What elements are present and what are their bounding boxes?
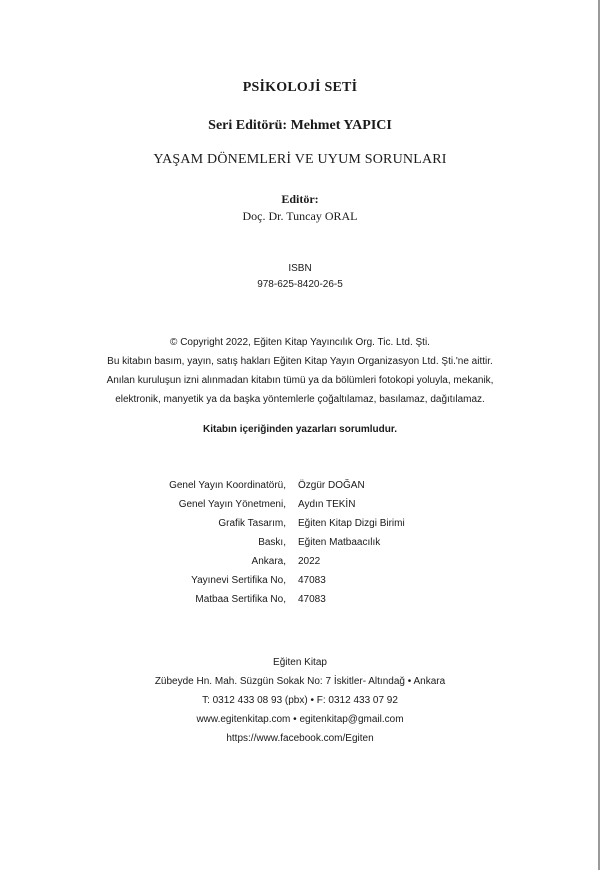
credit-value: Özgür DOĞAN (298, 480, 365, 491)
copyright-line: elektronik, manyetik ya da başka yöntemlerle çoğaltılamaz, basılamaz, dağıtılamaz. (115, 394, 485, 405)
editor-name: Doç. Dr. Tuncay ORAL (242, 209, 358, 223)
publisher-phone: T: 0312 433 08 93 (pbx) • F: 0312 433 07 92 (202, 695, 398, 706)
isbn-label: ISBN (288, 263, 312, 274)
credit-label: Grafik Tasarım, (218, 518, 286, 529)
credit-label: Baskı, (258, 537, 286, 548)
credit-label: Yayınevi Sertifika No, (191, 575, 286, 586)
credit-label: Matbaa Sertifika No, (195, 594, 286, 605)
book-title: YAŞAM DÖNEMLERİ VE UYUM SORUNLARI (153, 152, 447, 167)
credit-row (0, 514, 600, 533)
editor-label: Editör: (281, 192, 319, 206)
credit-row (0, 571, 600, 590)
credit-row (0, 590, 600, 609)
copyright-line: Anılan kuruluşun izni alınmadan kitabın tümü ya da bölümleri fotokopi yoluyla, mekanik, (106, 375, 494, 386)
credits-table (0, 476, 600, 609)
credit-label: Genel Yayın Yönetmeni, (178, 499, 286, 510)
copyright-line: © Copyright 2022, Eğiten Kitap Yayıncılık Org. Tic. Ltd. Şti. (170, 337, 430, 348)
copyright-notice (0, 333, 600, 409)
credit-row (0, 495, 600, 514)
publisher-info (0, 653, 600, 748)
publisher-name: Eğiten Kitap (273, 657, 327, 668)
isbn-number: 978-625-8420-26-5 (257, 279, 343, 290)
credit-value: 2022 (298, 556, 321, 567)
credit-row (0, 552, 600, 571)
credit-value: 47083 (298, 594, 326, 605)
copyright-line: Bu kitabın basım, yayın, satış hakları Eğiten Kitap Yayın Organizasyon Ltd. Şti.'ne aittir. (107, 356, 493, 367)
credit-value: Eğiten Kitap Dizgi Birimi (298, 518, 405, 529)
credit-label: Ankara, (251, 556, 286, 567)
credit-label: Genel Yayın Koordinatörü, (169, 480, 286, 491)
credit-value: 47083 (298, 575, 326, 586)
credit-row (0, 533, 600, 552)
credit-row (0, 476, 600, 495)
publisher-address: Zübeyde Hn. Mah. Süzgün Sokak No: 7 İskitler- Altındağ • Ankara (154, 676, 446, 687)
publisher-facebook: https://www.facebook.com/Egiten (226, 733, 374, 744)
series-editor: Seri Editörü: Mehmet YAPICI (208, 118, 392, 133)
responsibility-note: Kitabın içeriğinden yazarları sorumludur. (203, 424, 397, 435)
credit-value: Eğiten Matbaacılık (298, 537, 381, 548)
series-title: PSİKOLOJİ SETİ (242, 80, 358, 95)
credit-value: Aydın TEKİN (298, 499, 356, 510)
publisher-web-email: www.egitenkitap.com • egitenkitap@gmail.com (196, 714, 404, 725)
